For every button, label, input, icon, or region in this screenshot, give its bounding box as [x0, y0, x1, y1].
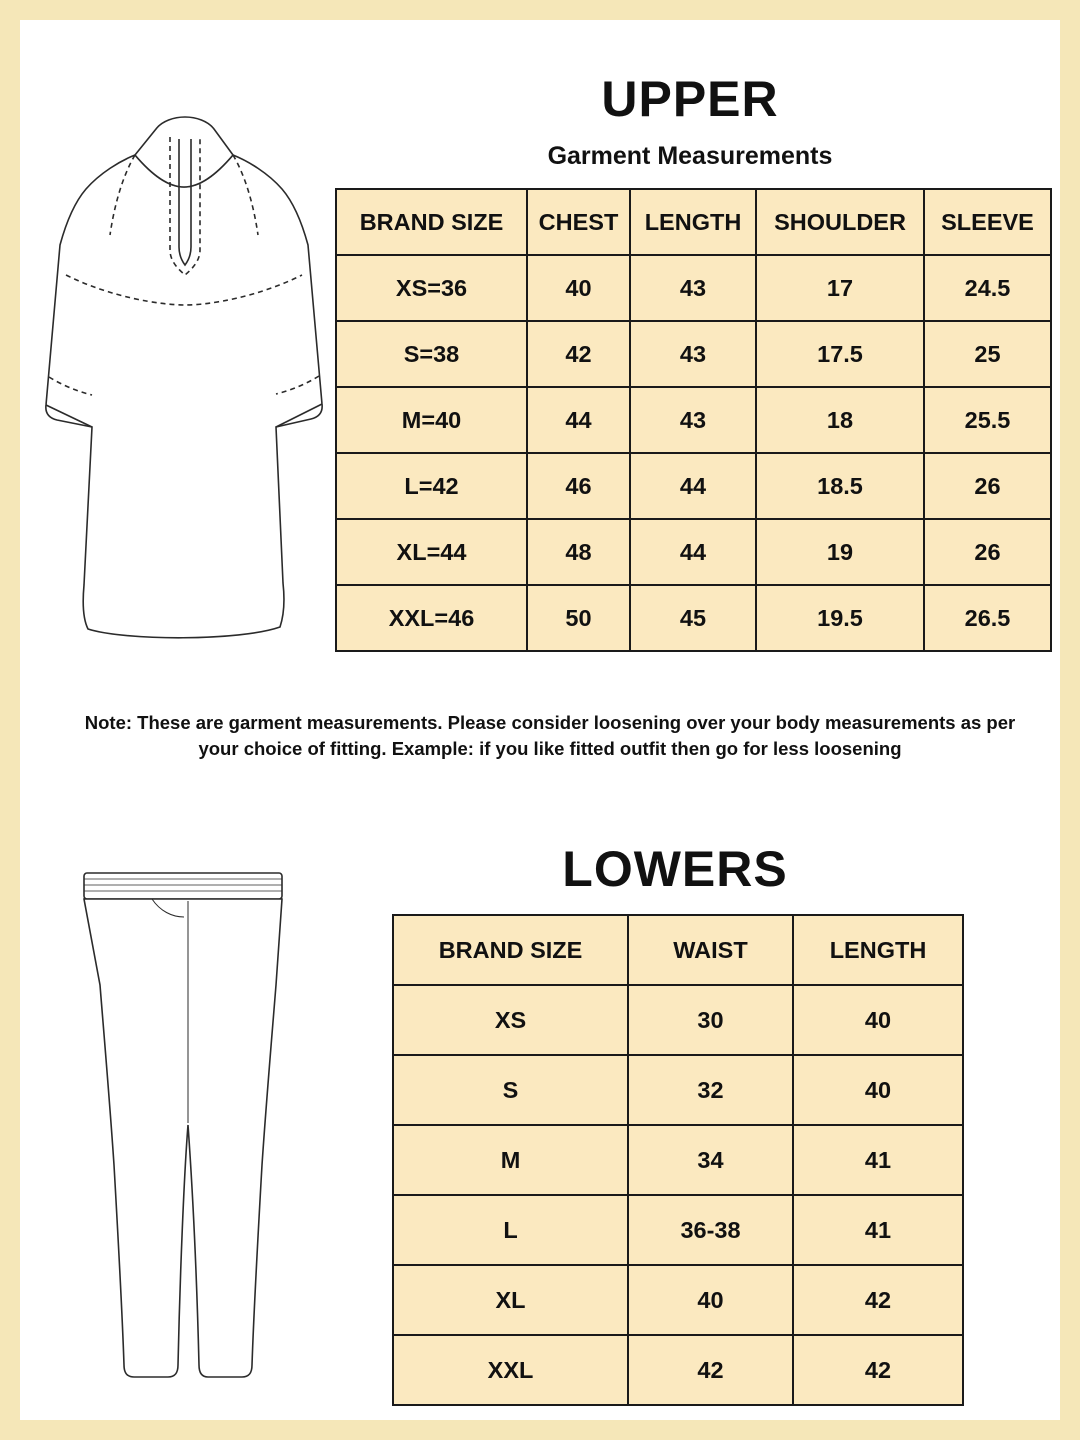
cell-shoulder: 18 [756, 387, 924, 453]
cell-length: 45 [630, 585, 756, 651]
cell-length: 42 [793, 1265, 963, 1335]
table-row [336, 255, 1051, 321]
cell-length: 43 [630, 255, 756, 321]
table-row [393, 1335, 963, 1405]
lowers-title: LOWERS [562, 841, 788, 897]
cell-length: 42 [793, 1335, 963, 1405]
cell-length: 41 [793, 1195, 963, 1265]
cell-brand-size: L=42 [336, 453, 527, 519]
upper-title: UPPER [601, 71, 779, 127]
table-row [336, 321, 1051, 387]
cell-length: 41 [793, 1125, 963, 1195]
table-row [393, 1125, 963, 1195]
upper-size-table [335, 188, 1052, 652]
cell-shoulder: 19.5 [756, 585, 924, 651]
cell-waist: 32 [628, 1055, 793, 1125]
cell-waist: 42 [628, 1335, 793, 1405]
cell-waist: 30 [628, 985, 793, 1055]
cell-brand-size: M=40 [336, 387, 527, 453]
table-row [336, 453, 1051, 519]
kurta-illustration [40, 115, 330, 655]
cell-length: 43 [630, 321, 756, 387]
table-row [336, 519, 1051, 585]
column-header-length: LENGTH [793, 915, 963, 985]
table-row [393, 1055, 963, 1125]
cell-brand-size: L [393, 1195, 628, 1265]
cell-shoulder: 17.5 [756, 321, 924, 387]
cell-chest: 40 [527, 255, 630, 321]
cell-sleeve: 24.5 [924, 255, 1051, 321]
cell-sleeve: 26 [924, 453, 1051, 519]
measurement-note: Note: These are garment measurements. Please consider loosening over your body measurements as per your choice of fitting. Example: if you like fitted outfit then go for less loosening [84, 712, 1016, 759]
cell-brand-size: S=38 [336, 321, 527, 387]
cell-chest: 46 [527, 453, 630, 519]
lowers-table-container [392, 914, 964, 1406]
cell-chest: 42 [527, 321, 630, 387]
table-header-row [393, 915, 963, 985]
cell-brand-size: XS [393, 985, 628, 1055]
column-header-brand-size: BRAND SIZE [393, 915, 628, 985]
cell-brand-size: XXL [393, 1335, 628, 1405]
cell-waist: 36-38 [628, 1195, 793, 1265]
cell-sleeve: 25 [924, 321, 1051, 387]
pyjama-illustration [60, 865, 320, 1395]
cell-shoulder: 18.5 [756, 453, 924, 519]
cell-chest: 44 [527, 387, 630, 453]
column-header-sleeve: SLEEVE [924, 189, 1051, 255]
cell-waist: 34 [628, 1125, 793, 1195]
table-header-row [336, 189, 1051, 255]
cell-brand-size: XL [393, 1265, 628, 1335]
table-row [393, 1195, 963, 1265]
cell-brand-size: XL=44 [336, 519, 527, 585]
cell-length: 43 [630, 387, 756, 453]
upper-subtitle: Garment Measurements [547, 142, 833, 170]
cell-brand-size: S [393, 1055, 628, 1125]
cell-brand-size: XXL=46 [336, 585, 527, 651]
upper-table-container [335, 188, 1052, 652]
lowers-size-table [392, 914, 964, 1406]
column-header-shoulder: SHOULDER [756, 189, 924, 255]
table-row [393, 985, 963, 1055]
cell-length: 44 [630, 519, 756, 585]
cell-shoulder: 19 [756, 519, 924, 585]
upper-section [20, 20, 1060, 760]
size-chart-page [20, 20, 1060, 1420]
cell-length: 40 [793, 1055, 963, 1125]
cell-length: 40 [793, 985, 963, 1055]
cell-brand-size: M [393, 1125, 628, 1195]
cell-sleeve: 26.5 [924, 585, 1051, 651]
column-header-brand-size: BRAND SIZE [336, 189, 527, 255]
table-row [336, 585, 1051, 651]
cell-brand-size: XS=36 [336, 255, 527, 321]
table-row [336, 387, 1051, 453]
cell-sleeve: 25.5 [924, 387, 1051, 453]
cell-sleeve: 26 [924, 519, 1051, 585]
column-header-length: LENGTH [630, 189, 756, 255]
table-row [393, 1265, 963, 1335]
cell-chest: 50 [527, 585, 630, 651]
column-header-chest: CHEST [527, 189, 630, 255]
cell-chest: 48 [527, 519, 630, 585]
cell-waist: 40 [628, 1265, 793, 1335]
column-header-waist: WAIST [628, 915, 793, 985]
cell-shoulder: 17 [756, 255, 924, 321]
cell-length: 44 [630, 453, 756, 519]
